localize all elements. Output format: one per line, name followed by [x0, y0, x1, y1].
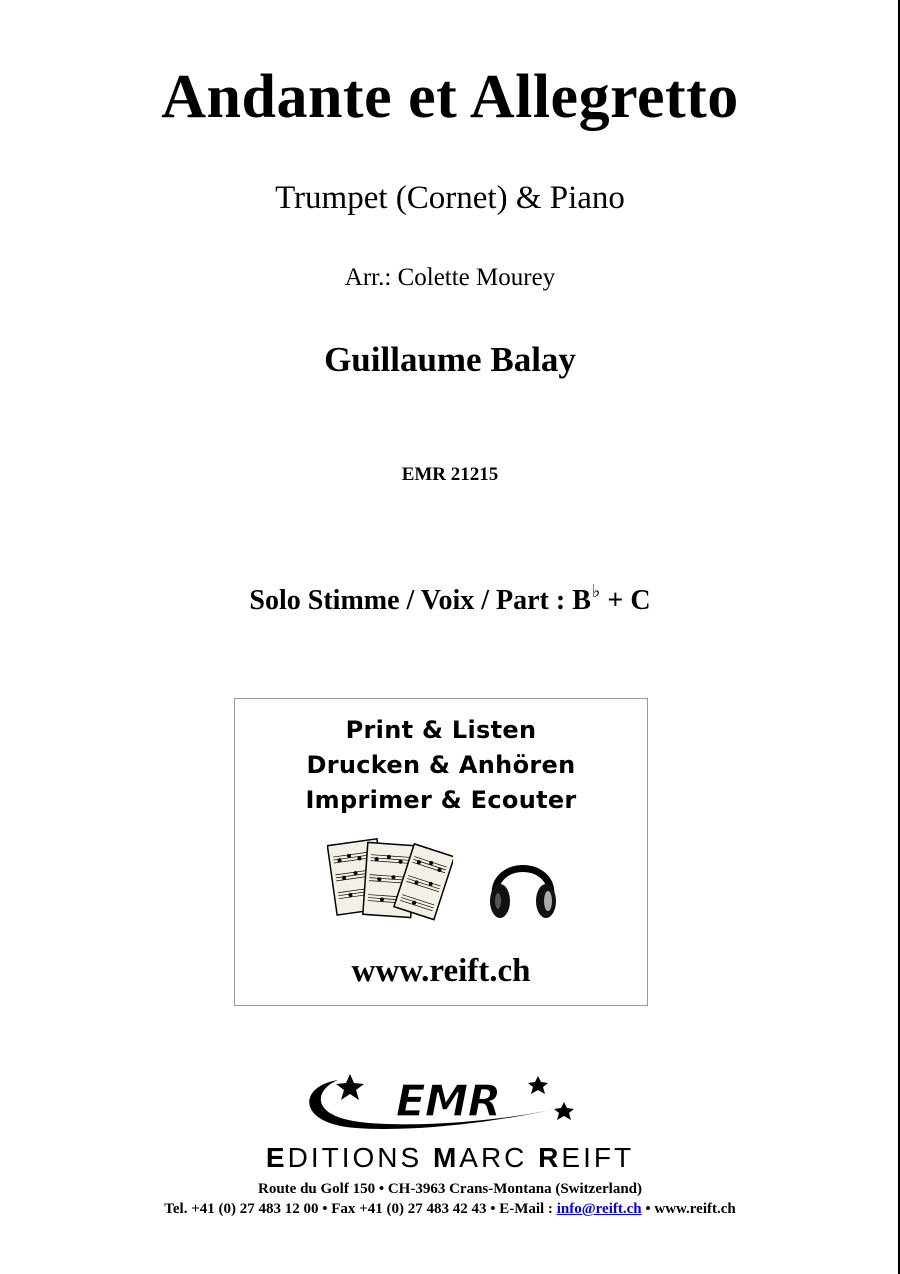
part-prefix: Solo Stimme / Voix / Part : B [249, 585, 591, 616]
flat-sign: ♭ [591, 581, 601, 601]
arranger: Arr.: Colette Mourey [344, 264, 556, 291]
headphones-icon [485, 846, 561, 926]
star-icon [528, 1076, 548, 1094]
publisher-address: Route du Golf 150 • CH-3963 Crans-Montana (Switzerland) [258, 1181, 642, 1197]
publisher-name [0, 1142, 900, 1174]
promo-line-english: Print & Listen [345, 716, 537, 744]
instrumentation: Trumpet (Cornet) & Piano [275, 180, 625, 216]
publisher-name-part: R [538, 1142, 562, 1173]
publisher-name-part: M [432, 1142, 460, 1173]
composer: Guillaume Balay [324, 340, 576, 379]
publisher-name-part: E [265, 1142, 288, 1173]
promo-line-french: Imprimer & Ecouter [305, 786, 577, 814]
contact-website: • www.reift.ch [641, 1201, 736, 1217]
publisher-contact [0, 1201, 900, 1218]
print-listen-box[interactable] [234, 698, 648, 1006]
sheet-music-icon [327, 834, 453, 934]
publisher-name-part: DITIONS [287, 1142, 433, 1173]
emr-logo-text: EMR [395, 1076, 501, 1127]
part-label [0, 581, 900, 617]
contact-phone-fax: Tel. +41 (0) 27 483 12 00 • Fax +41 (0) 27 483 42 43 • E-Mail : [164, 1201, 557, 1217]
publisher-name-part: EIFT [561, 1142, 635, 1173]
star-icon [554, 1102, 574, 1120]
page-title: Andante et Allegretto [161, 63, 739, 131]
promo-line-german: Drucken & Anhören [306, 751, 576, 779]
star-icon [336, 1074, 364, 1100]
part-suffix: + C [600, 585, 651, 616]
emr-logo [298, 1072, 588, 1142]
email-link[interactable]: info@reift.ch [556, 1201, 642, 1217]
catalog-number: EMR 21215 [401, 464, 499, 485]
publisher-name-part: ARC [459, 1142, 539, 1173]
promo-website-link[interactable]: www.reift.ch [351, 953, 531, 989]
